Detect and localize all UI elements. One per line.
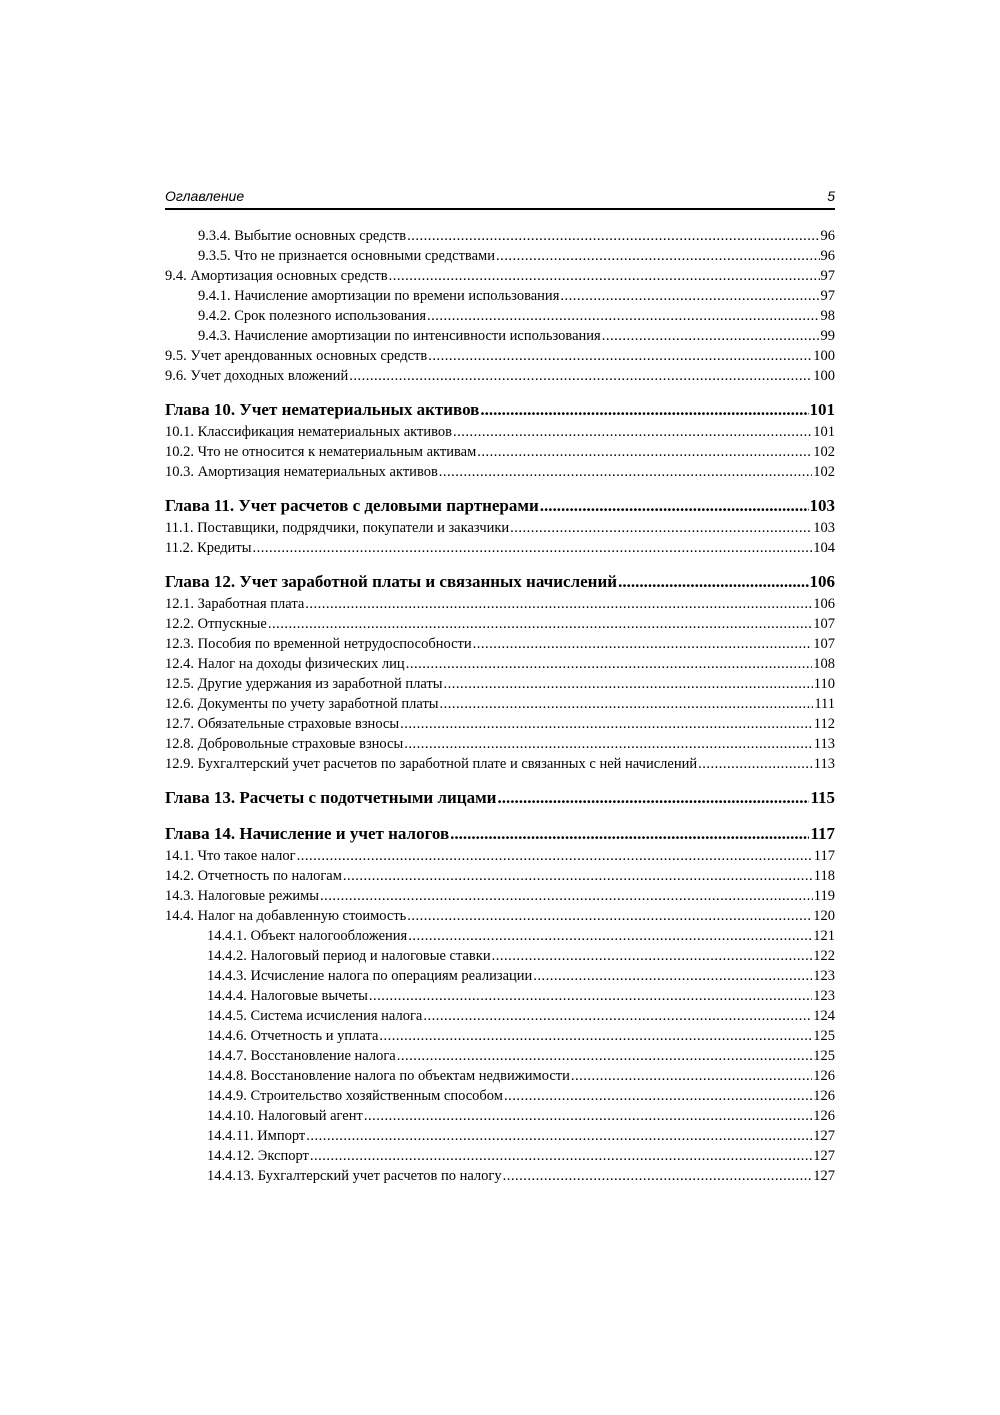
toc-entry[interactable] (165, 462, 835, 482)
toc-entry[interactable] (165, 306, 835, 326)
toc-entry-title: Глава 13. Расчеты с подотчетными лицами (165, 788, 497, 807)
toc-entry-title: 9.6. Учет доходных вложений (165, 368, 349, 384)
toc-entry-title: 14.4.13. Бухгалтерский учет расчетов по налогу (207, 1168, 502, 1184)
dot-leader (400, 714, 813, 734)
toc-entry-page: 121 (813, 928, 835, 944)
dot-leader (571, 1066, 812, 1086)
toc-entry-page: 117 (813, 848, 835, 864)
toc-entry-title: 14.1. Что такое налог (165, 848, 296, 864)
toc-entry-title: 12.3. Пособия по временной нетрудоспособности (165, 636, 472, 652)
dot-leader (444, 674, 813, 694)
toc-entry[interactable] (165, 1006, 835, 1026)
toc-entry-title: 10.3. Амортизация нематериальных активов (165, 464, 438, 480)
toc-entry-page: 123 (813, 988, 835, 1004)
toc-entry[interactable] (165, 926, 835, 946)
dot-leader (306, 1126, 812, 1146)
dot-leader (439, 462, 812, 482)
toc-entry[interactable] (165, 614, 835, 634)
dot-leader (406, 654, 813, 674)
toc-entry[interactable] (165, 422, 835, 442)
toc-entry-page: 103 (809, 496, 835, 515)
dot-leader (297, 846, 813, 866)
toc-chapter[interactable] (165, 494, 835, 518)
toc-entry-page: 117 (810, 824, 835, 843)
toc-entry-page: 112 (813, 716, 835, 732)
toc-entry-page: 107 (813, 616, 835, 632)
running-title: Оглавление (165, 188, 245, 204)
toc-entry-title: 14.4.9. Строительство хозяйственным способом (207, 1088, 503, 1104)
toc-entry-page: 99 (820, 328, 835, 344)
dot-leader (503, 1166, 813, 1186)
toc-entry-title: 9.5. Учет арендованных основных средств (165, 348, 428, 364)
toc-entry-title: 10.1. Классификация нематериальных активов (165, 424, 452, 440)
toc-entry[interactable] (165, 1146, 835, 1166)
toc-entry[interactable] (165, 442, 835, 462)
toc-entry-title: 10.2. Что не относится к нематериальным активам (165, 444, 477, 460)
toc-entry-title: 14.4.7. Восстановление налога (207, 1048, 396, 1064)
dot-leader (540, 494, 809, 518)
toc-entry[interactable] (165, 946, 835, 966)
toc-entry[interactable] (165, 1086, 835, 1106)
dot-leader (407, 226, 819, 246)
toc-entry-page: 118 (813, 868, 835, 884)
dot-leader (427, 306, 820, 326)
toc-entry[interactable] (165, 1026, 835, 1046)
toc-entry-page: 108 (813, 656, 835, 672)
dot-leader (389, 266, 820, 286)
toc-entry[interactable] (165, 518, 835, 538)
page-header (165, 186, 835, 210)
toc-entry-page: 127 (813, 1168, 835, 1184)
dot-leader (379, 1026, 812, 1046)
toc-entry-title: 14.4.6. Отчетность и уплата (207, 1028, 379, 1044)
toc-entry-title: 9.4. Амортизация основных средств (165, 268, 388, 284)
toc-entry[interactable] (165, 674, 835, 694)
toc-entry[interactable] (165, 714, 835, 734)
dot-leader (533, 966, 812, 986)
toc-entry-page: 100 (813, 368, 835, 384)
dot-leader (560, 286, 819, 306)
toc-entry-title: 14.4.12. Экспорт (207, 1148, 309, 1164)
dot-leader (310, 1146, 812, 1166)
dot-leader (480, 398, 808, 422)
toc-entry-title: 14.4.2. Налоговый период и налоговые ставки (207, 948, 491, 964)
toc-entry-title: 14.3. Налоговые режимы (165, 888, 320, 904)
toc-entry-page: 97 (820, 268, 835, 284)
toc-entry[interactable] (165, 246, 835, 266)
toc-entry-title: 9.4.1. Начисление амортизации по времени использования (198, 288, 560, 304)
dot-leader (450, 822, 809, 846)
toc-entry[interactable] (165, 1046, 835, 1066)
dot-leader (408, 926, 812, 946)
toc-entry[interactable] (165, 654, 835, 674)
dot-leader (698, 754, 813, 774)
dot-leader (364, 1106, 812, 1126)
toc-entry-page: 101 (813, 424, 835, 440)
page-number: 5 (827, 188, 835, 204)
dot-leader (320, 886, 813, 906)
dot-leader (477, 442, 812, 462)
dot-leader (369, 986, 812, 1006)
toc-entry-title: 12.6. Документы по учету заработной платы (165, 696, 439, 712)
toc-entry-page: 107 (813, 636, 835, 652)
toc-entry-title: Глава 10. Учет нематериальных активов (165, 400, 480, 419)
toc-entry[interactable] (165, 538, 835, 558)
toc-entry[interactable] (165, 1166, 835, 1186)
dot-leader (510, 518, 812, 538)
dot-leader (496, 246, 820, 266)
toc-chapter[interactable] (165, 822, 835, 846)
toc-entry-title: 14.4.10. Налоговый агент (207, 1108, 363, 1124)
toc-chapter[interactable] (165, 398, 835, 422)
toc-entry-title: 14.4.3. Исчисление налога по операциям реализации (207, 968, 533, 984)
dot-leader (407, 906, 812, 926)
toc-entry-page: 124 (813, 1008, 835, 1024)
toc-entry[interactable] (165, 266, 835, 286)
toc-chapter[interactable] (165, 570, 835, 594)
toc-entry[interactable] (165, 366, 835, 386)
toc-entry-page: 103 (813, 520, 835, 536)
toc-entry[interactable] (165, 866, 835, 886)
dot-leader (618, 570, 808, 594)
dot-leader (497, 786, 809, 810)
toc-entry-title: 11.2. Кредиты (165, 540, 252, 556)
toc-entry-page: 115 (810, 788, 835, 807)
toc-entry[interactable] (165, 326, 835, 346)
toc-entry-page: 102 (813, 464, 835, 480)
dot-leader (305, 594, 812, 614)
toc-entry-page: 125 (813, 1028, 835, 1044)
toc-entry-page: 125 (813, 1048, 835, 1064)
toc-entry[interactable] (165, 286, 835, 306)
toc-entry-title: Глава 11. Учет расчетов с деловыми партнерами (165, 496, 539, 515)
toc-entry-title: 12.9. Бухгалтерский учет расчетов по заработной плате и связанных с ней начислений (165, 756, 698, 772)
toc-entry-page: 127 (813, 1128, 835, 1144)
toc-entry[interactable] (165, 986, 835, 1006)
toc-entry[interactable] (165, 966, 835, 986)
toc-entry-page: 111 (814, 696, 835, 712)
toc-entry-page: 98 (820, 308, 835, 324)
toc-entry-title: 9.4.2. Срок полезного использования (198, 308, 426, 324)
dot-leader (268, 614, 812, 634)
toc-entry-page: 126 (813, 1088, 835, 1104)
toc-entry[interactable] (165, 226, 835, 246)
toc-entry-title: 9.3.4. Выбытие основных средств (198, 228, 407, 244)
dot-leader (428, 346, 812, 366)
toc-entry-title: 9.3.5. Что не признается основными средствами (198, 248, 495, 264)
toc-entry[interactable] (165, 1066, 835, 1086)
toc-entry-title: Глава 12. Учет заработной платы и связанных начислений (165, 572, 618, 591)
toc-entry-page: 113 (813, 756, 835, 772)
dot-leader (397, 1046, 813, 1066)
toc-entry-title: 14.2. Отчетность по налогам (165, 868, 342, 884)
toc-entry-page: 123 (813, 968, 835, 984)
toc-entry[interactable] (165, 754, 835, 774)
toc-entry-title: 12.2. Отпускные (165, 616, 267, 632)
toc-entry-title: 14.4.4. Налоговые вычеты (207, 988, 368, 1004)
toc-entry-title: 11.1. Поставщики, подрядчики, покупатели и заказчики (165, 520, 510, 536)
toc-entry-title: 9.4.3. Начисление амортизации по интенсивности использования (198, 328, 601, 344)
toc-entry[interactable] (165, 1106, 835, 1126)
toc-entry-title: Глава 14. Начисление и учет налогов (165, 824, 450, 843)
toc-entry-title: 12.5. Другие удержания из заработной платы (165, 676, 443, 692)
dot-leader (504, 1086, 812, 1106)
toc-entry-title: 12.7. Обязательные страховые взносы (165, 716, 400, 732)
toc-entry-page: 106 (809, 572, 835, 591)
toc-entry[interactable] (165, 906, 835, 926)
toc-entry[interactable] (165, 694, 835, 714)
toc-entry-page: 101 (809, 400, 835, 419)
toc-entry[interactable] (165, 594, 835, 614)
toc-entry[interactable] (165, 886, 835, 906)
toc-entry-title: 14.4.5. Система исчисления налога (207, 1008, 423, 1024)
toc-entry-page: 100 (813, 348, 835, 364)
toc-entry-title: 12.1. Заработная плата (165, 596, 305, 612)
toc-entry[interactable] (165, 634, 835, 654)
dot-leader (602, 326, 820, 346)
toc-entry-page: 127 (813, 1148, 835, 1164)
toc-entry-page: 96 (820, 228, 835, 244)
toc-entry-page: 120 (813, 908, 835, 924)
toc-entry-title: 14.4.11. Импорт (207, 1128, 306, 1144)
toc-entry-page: 126 (813, 1068, 835, 1084)
toc-entry[interactable] (165, 734, 835, 754)
dot-leader (343, 866, 813, 886)
toc-entry-title: 14.4.1. Объект налогообложения (207, 928, 408, 944)
toc-entry-page: 97 (820, 288, 835, 304)
toc-entry-title: 12.4. Налог на доходы физических лиц (165, 656, 405, 672)
toc-entry-title: 14.4.8. Восстановление налога по объектам недвижимости (207, 1068, 570, 1084)
dot-leader (349, 366, 812, 386)
toc-entry-page: 110 (813, 676, 835, 692)
toc-entry-page: 106 (813, 596, 835, 612)
dot-leader (453, 422, 812, 442)
toc-entry-page: 96 (820, 248, 835, 264)
dot-leader (473, 634, 813, 654)
dot-leader (252, 538, 812, 558)
toc-entry-page: 102 (813, 444, 835, 460)
toc-entry-title: 12.8. Добровольные страховые взносы (165, 736, 404, 752)
dot-leader (404, 734, 813, 754)
table-of-contents (165, 226, 835, 1186)
toc-entry[interactable] (165, 346, 835, 366)
toc-entry-page: 119 (813, 888, 835, 904)
toc-entry-page: 104 (813, 540, 835, 556)
dot-leader (492, 946, 813, 966)
toc-entry-page: 122 (813, 948, 835, 964)
dot-leader (423, 1006, 812, 1026)
toc-chapter[interactable] (165, 786, 835, 810)
dot-leader (440, 694, 814, 714)
toc-entry-title: 14.4. Налог на добавленную стоимость (165, 908, 407, 924)
toc-entry[interactable] (165, 846, 835, 866)
toc-entry-page: 126 (813, 1108, 835, 1124)
toc-entry-page: 113 (813, 736, 835, 752)
toc-entry[interactable] (165, 1126, 835, 1146)
